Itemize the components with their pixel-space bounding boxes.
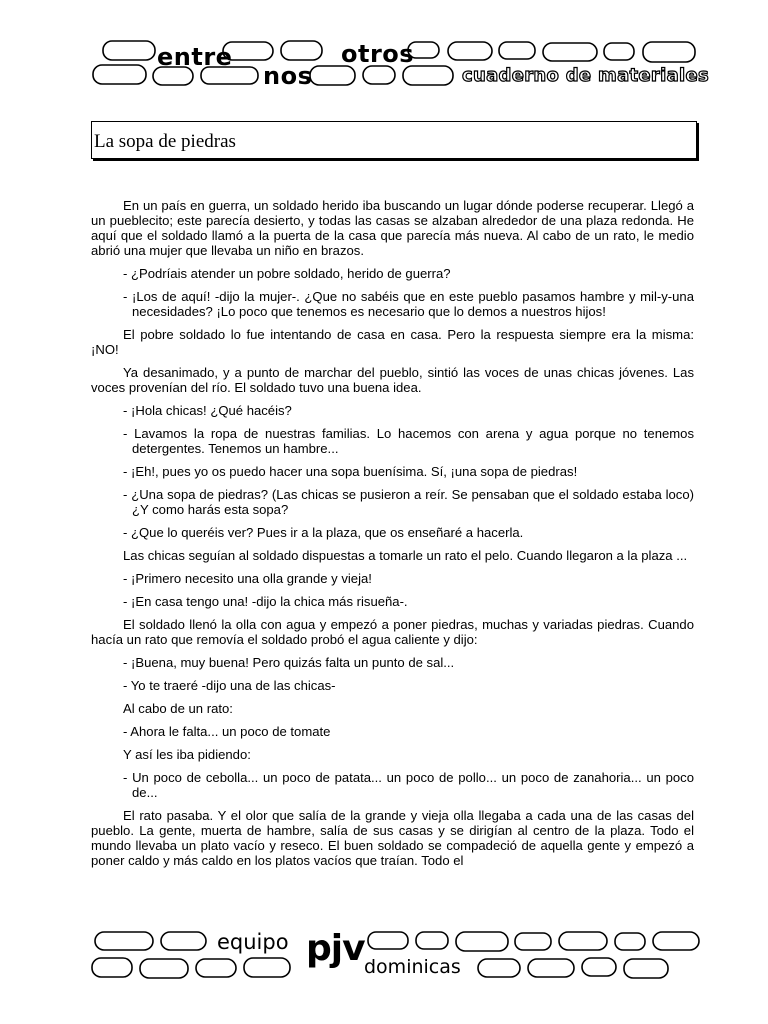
paragraph: El rato pasaba. Y el olor que salía de la grande y vieja olla llegaba a cada una de las casas del pueblo. La gente, muerta de hambre, salía de sus casas y se dirigían al centro de la plaza. Todo el mundo llevaba un plato vacío y reseco. El buen soldado se compadeció de aquella gente y empezó a poner caldo y más caldo en los platos vacíos que traían. Todo el: [91, 808, 694, 868]
footer-word-equipo: equipo: [217, 930, 289, 954]
header-word-otros: otros: [341, 40, 415, 68]
dialogue-line: - ¡Los de aquí! -dijo la mujer-. ¿Que no sabéis que en este pueblo pasamos hambre y mil-y-una necesidades? ¡Lo poco que tenemos es necesario que lo demos a nuestros hijos!: [123, 289, 694, 319]
paragraph: Las chicas seguían al soldado dispuestas a tomarle un rato el pelo. Cuando llegaron a la plaza ...: [123, 548, 688, 563]
dialogue-line: - ¡Primero necesito una olla grande y vieja!: [123, 571, 372, 586]
paragraph: Ya desanimado, y a punto de marchar del pueblo, sintió las voces de unas chicas jóvenes. Las voces provenían del río. El soldado tuvo una buena idea.: [91, 365, 694, 395]
paragraph: El pobre soldado lo fue intentando de casa en casa. Pero la respuesta siempre era la misma: ¡NO!: [91, 327, 694, 357]
dialogue-line: - ¿Podríais atender un pobre soldado, herido de guerra?: [123, 266, 451, 281]
paragraph: El soldado llenó la olla con agua y empezó a poner piedras, muchas y variadas piedras. Cuando hacía un rato que removía el soldado probó el agua caliente y dijo:: [91, 617, 694, 647]
paragraph: En un país en guerra, un soldado herido iba buscando un lugar dónde poderse recuperar. Llegó a un pueblecito; este parecía desierto, y todas las casas se alzaban alrededor de una plaza redonda. He aquí que el soldado llamó a la puerta de la casa que parecía más nueva. Al cabo de un rato, le medio abrió una mujer que llevaba un niño en brazos.: [91, 198, 694, 258]
footer-word-dominicas: dominicas: [364, 956, 461, 978]
header-word-nos: nos: [263, 62, 313, 90]
dialogue-line: - ¡Hola chicas! ¿Qué hacéis?: [123, 403, 292, 418]
dialogue-line: - ¡Buena, muy buena! Pero quizás falta un punto de sal...: [123, 655, 455, 670]
dialogue-line: - ¿Una sopa de piedras? (Las chicas se pusieron a reír. Se pensaban que el soldado estaba loco) ¿Y como harás esta sopa?: [123, 487, 694, 517]
paragraph: Al cabo de un rato:: [123, 701, 233, 716]
page-title: La sopa de piedras: [94, 131, 236, 152]
dialogue-line: - ¡En casa tengo una! -dijo la chica más risueña-.: [123, 594, 408, 609]
dialogue-line: - Yo te traeré -dijo una de las chicas-: [123, 678, 336, 693]
dialogue-line: - ¡Eh!, pues yo os puedo hacer una sopa buenísima. Sí, ¡una sopa de piedras!: [123, 464, 578, 479]
story-text: [91, 198, 694, 876]
title-box: [91, 121, 697, 159]
dialogue-line: - Lavamos la ropa de nuestras familias. Lo hacemos con arena y agua porque no tenemos detergentes. Tenemos un hambre...: [123, 426, 694, 456]
dialogue-line: - Un poco de cebolla... un poco de patata... un poco de pollo... un poco de zanahoria... un poco de...: [123, 770, 694, 800]
paragraph: Y así les iba pidiendo:: [123, 747, 251, 762]
dialogue-line: - ¿Que lo queréis ver? Pues ir a la plaza, que os enseñaré a hacerla.: [123, 525, 524, 540]
footer-logo-pjv: pjv: [306, 928, 365, 969]
header-subtitle: cuaderno de materiales: [462, 65, 710, 86]
dialogue-line: - Ahora le falta... un poco de tomate: [123, 724, 331, 739]
header-word-entre: entre: [157, 43, 233, 71]
